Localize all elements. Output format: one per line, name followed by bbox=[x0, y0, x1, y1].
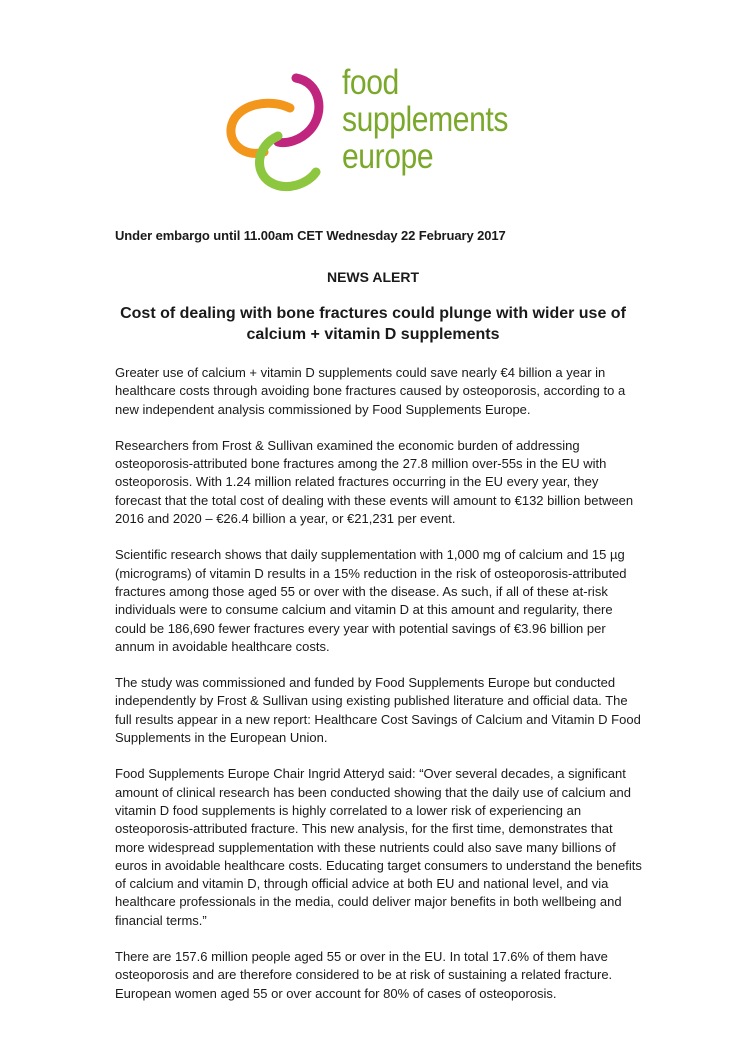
logo-line-food: food bbox=[342, 63, 399, 102]
paragraph: The study was commissioned and funded by Food Supplements Europe but conducted independently by Frost & Sullivan using existing published literature and official data. The full results appear in a new report: Healthcare Cost Savings of Calcium and Vitamin D Food Supplements in the European Union. bbox=[115, 675, 641, 746]
paragraph: Food Supplements Europe Chair Ingrid Atteryd said: “Over several decades, a significant amount of clinical research has been conducted showing that the daily use of calcium and vitamin D food supplements is highly correlated to a lower risk of experiencing an osteoporosis-attributed fracture. This new analysis, for the first time, demonstrates that more widespread supplementation with these nutrients could also save many billions of euros in avoidable healthcare costs. Educating target consumers to understand the benefits of calcium and vitamin D, through official advice at both EU and national level, and via healthcare professionals in the media, could deliver major benefits in both wellbeing and financial terms.” bbox=[115, 766, 642, 928]
logo-line-europe: europe bbox=[342, 137, 434, 176]
logo-line-supplements: supplements bbox=[342, 100, 508, 139]
embargo-notice: Under embargo until 11.00am CET Wednesday 22 February 2017 bbox=[115, 228, 506, 243]
paragraph: Researchers from Frost & Sullivan examined the economic burden of addressing osteoporosis-attributed bone fractures among the 27.8 million over-55s in the EU with osteoporosis. With 1.24 million related fractures occurring in the EU every year, they forecast that the total cost of dealing with these events will amount to €132 billion between 2016 and 2020 – €26.4 billion a year, or €21,231 per event. bbox=[115, 437, 634, 527]
article-body bbox=[115, 364, 643, 1021]
logo-wordmark bbox=[342, 64, 508, 175]
logo bbox=[220, 64, 560, 196]
paragraph: Greater use of calcium + vitamin D supplements could save nearly €4 billion a year in healthcare costs through avoiding bone fractures caused by osteoporosis, according to a new independent analysis commissioned by Food Supplements Europe. bbox=[115, 365, 626, 417]
headline: Cost of dealing with bone fractures could plunge with wider use of calcium + vitamin D supplements bbox=[120, 305, 626, 343]
news-alert-title: NEWS ALERT bbox=[326, 269, 420, 285]
paragraph: There are 157.6 million people aged 55 or over in the EU. In total 17.6% of them have osteoporosis and are therefore considered to be at risk of sustaining a related fracture. European women aged 55 or over account for 80% of cases of osteoporosis. bbox=[115, 949, 613, 1001]
logo-mark-icon bbox=[220, 68, 340, 192]
paragraph: Scientific research shows that daily supplementation with 1,000 mg of calcium and 15 µg (micrograms) of vitamin D results in a 15% reduction in the risk of osteoporosis-attributed fractures among those aged 55 or over with the disease. As such, if all of these at-risk individuals were to consume calcium and vitamin D at this amount and regularity, there could be 186,690 fewer fractures every year with potential savings of €3.96 billion per annum in avoidable healthcare costs. bbox=[115, 547, 627, 654]
